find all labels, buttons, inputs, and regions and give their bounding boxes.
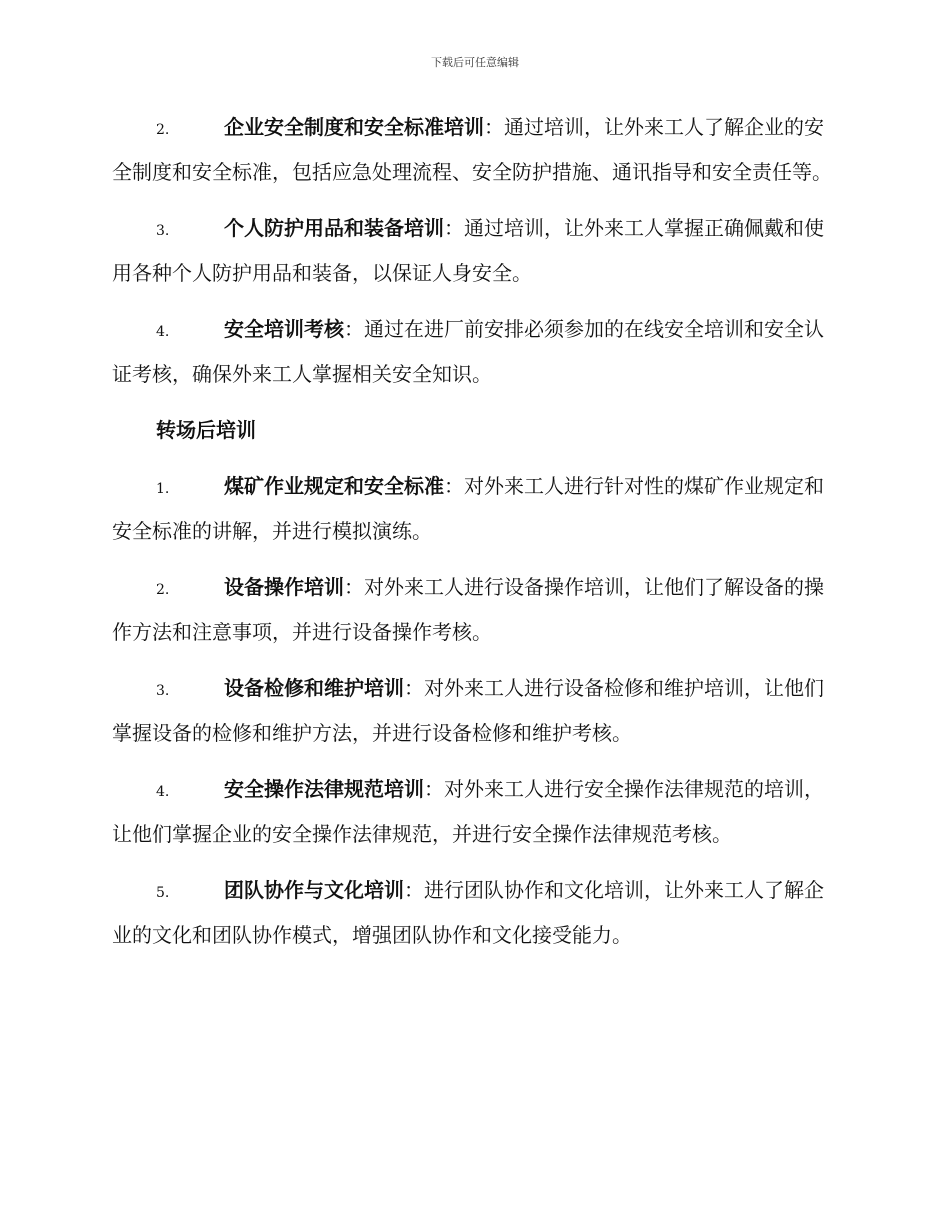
list-item-number: 2. — [156, 582, 170, 598]
list-item-term: 安全操作法律规范培训 — [224, 777, 424, 801]
list-item — [112, 308, 834, 395]
list-item-number: 3. — [156, 223, 170, 239]
list-item-number: 4. — [156, 324, 170, 340]
list-item-body: ：通过在进厂前安排必须参加的在线安全培训和安全认证考核，确保外来工人掌握相关安全知识。 — [112, 317, 824, 386]
list-item-body: ：对外来工人进行针对性的煤矿作业规定和安全标准的讲解，并进行模拟演练。 — [112, 474, 824, 543]
list-item-term: 企业安全制度和安全标准培训 — [224, 115, 484, 139]
list-item — [112, 667, 834, 754]
list-item-term: 煤矿作业规定和安全标准 — [224, 474, 444, 498]
list-item — [112, 566, 834, 653]
list-item — [112, 207, 834, 294]
list-item-number: 1. — [156, 481, 170, 497]
list-item-body: ：对外来工人进行设备操作培训，让他们了解设备的操作方法和注意事项，并进行设备操作考核。 — [112, 575, 824, 644]
list-item-body: ：对外来工人进行设备检修和维护培训，让他们掌握设备的检修和维护方法，并进行设备检修和维护考核。 — [112, 676, 824, 745]
list-item-number: 2. — [156, 122, 170, 138]
list-item — [112, 465, 834, 552]
document-body — [112, 106, 834, 970]
list-item-body: ：对外来工人进行安全操作法律规范的培训，让他们掌握企业的安全操作法律规范，并进行安全操作法律规范考核。 — [112, 777, 824, 846]
list-item-term: 安全培训考核 — [224, 317, 344, 341]
section-heading: 转场后培训 — [156, 418, 256, 442]
page-header: 下载后可任意编辑 — [431, 56, 519, 69]
list-item — [112, 768, 834, 855]
list-item-term: 设备检修和维护培训 — [224, 676, 404, 700]
list-item-term: 设备操作培训 — [224, 575, 344, 599]
list-item-term: 个人防护用品和装备培训 — [224, 216, 444, 240]
list-item — [112, 106, 834, 193]
list-item-body: ：通过培训，让外来工人掌握正确佩戴和使用各种个人防护用品和装备，以保证人身安全。 — [112, 216, 824, 285]
list-item-number: 4. — [156, 784, 170, 800]
list-item-number: 5. — [156, 885, 170, 901]
list-item-number: 3. — [156, 683, 170, 699]
list-item-term: 团队协作与文化培训 — [224, 878, 404, 902]
list-item — [112, 869, 834, 956]
list-item-body: ：通过培训，让外来工人了解企业的安全制度和安全标准，包括应急处理流程、安全防护措施、通讯指导和安全责任等。 — [112, 115, 832, 184]
list-item-body: ：进行团队协作和文化培训，让外来工人了解企业的文化和团队协作模式，增强团队协作和文化接受能力。 — [112, 878, 824, 947]
